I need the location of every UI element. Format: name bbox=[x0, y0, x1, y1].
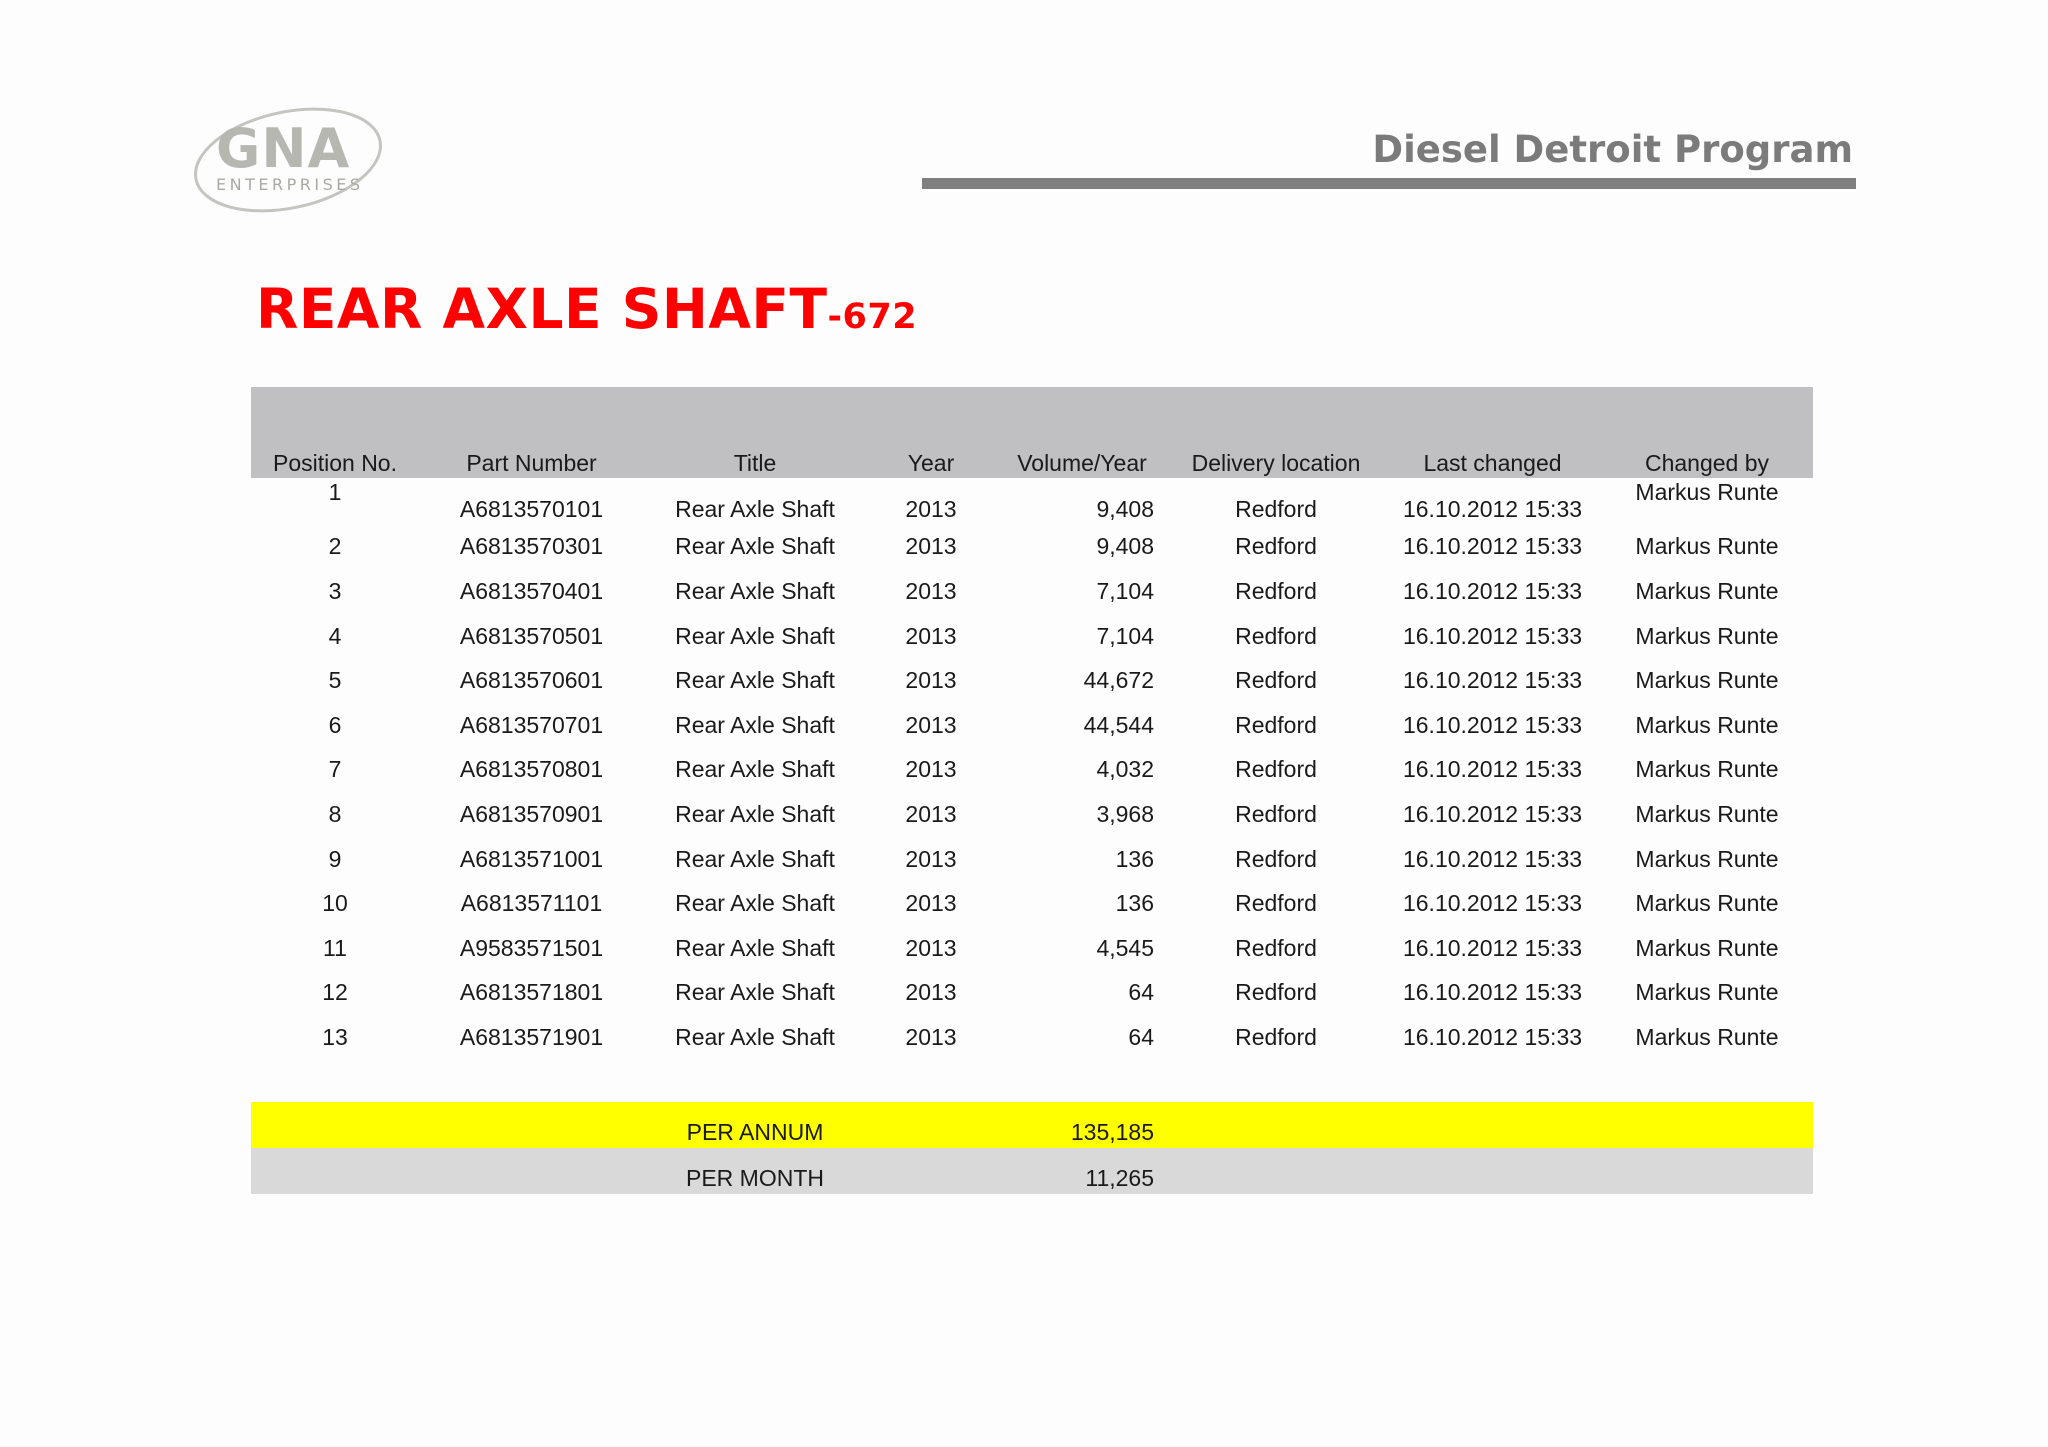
summary-table bbox=[251, 1102, 1813, 1194]
cell-position: 9 bbox=[328, 845, 342, 872]
cell-changed-by: Markus Runte bbox=[1635, 533, 1779, 560]
table-row bbox=[251, 881, 1813, 926]
cell-changed-by: Markus Runte bbox=[1635, 756, 1779, 783]
cell-year: 2013 bbox=[905, 577, 957, 604]
cell-part-number: A6813571801 bbox=[459, 979, 604, 1006]
cell-year: 2013 bbox=[905, 622, 957, 649]
cell-year: 2013 bbox=[905, 845, 957, 872]
header-part-number: Part Number bbox=[419, 387, 644, 478]
cell-last-changed: 16.10.2012 15:33 bbox=[1402, 934, 1583, 961]
per-month-value: 11,265 bbox=[996, 1148, 1168, 1194]
cell-location: Redford bbox=[1235, 711, 1317, 738]
cell-year: 2013 bbox=[905, 533, 957, 560]
cell-title: Rear Axle Shaft bbox=[675, 667, 835, 694]
cell-part-number: A6813570801 bbox=[459, 756, 604, 783]
cell-last-changed: 16.10.2012 15:33 bbox=[1402, 622, 1583, 649]
cell-title: Rear Axle Shaft bbox=[675, 845, 835, 872]
cell-part-number: A6813570701 bbox=[459, 711, 604, 738]
table-row bbox=[251, 1015, 1813, 1060]
cell-location: Redford bbox=[1235, 577, 1317, 604]
table-row bbox=[251, 569, 1813, 614]
cell-year: 2013 bbox=[905, 934, 957, 961]
table-row bbox=[251, 525, 1813, 570]
per-annum-value: 135,185 bbox=[996, 1102, 1168, 1148]
cell-changed-by: Markus Runte bbox=[1635, 979, 1779, 1006]
cell-location: Redford bbox=[1235, 934, 1317, 961]
cell-changed-by: Markus Runte bbox=[1635, 667, 1779, 694]
cell-position: 4 bbox=[328, 622, 342, 649]
cell-year: 2013 bbox=[905, 979, 957, 1006]
cell-title: Rear Axle Shaft bbox=[675, 577, 835, 604]
cell-location: Redford bbox=[1235, 845, 1317, 872]
cell-position: 3 bbox=[328, 577, 342, 604]
cell-location: Redford bbox=[1235, 979, 1317, 1006]
cell-part-number: A6813570901 bbox=[459, 800, 604, 827]
cell-position: 13 bbox=[322, 1023, 348, 1050]
cell-last-changed: 16.10.2012 15:33 bbox=[1402, 756, 1583, 783]
cell-volume: 9,408 bbox=[1096, 495, 1154, 522]
cell-year: 2013 bbox=[905, 1023, 957, 1050]
cell-changed-by: Markus Runte bbox=[1635, 622, 1779, 649]
table-row bbox=[251, 971, 1813, 1016]
cell-volume: 44,544 bbox=[1083, 711, 1154, 738]
header-last-changed: Last changed bbox=[1384, 387, 1601, 478]
cell-last-changed: 16.10.2012 15:33 bbox=[1402, 890, 1583, 917]
cell-volume: 7,104 bbox=[1096, 622, 1154, 649]
program-title: Diesel Detroit Program bbox=[1372, 128, 1853, 171]
cell-part-number: A6813571001 bbox=[459, 845, 604, 872]
cell-last-changed: 16.10.2012 15:33 bbox=[1402, 1023, 1583, 1050]
cell-volume: 7,104 bbox=[1096, 577, 1154, 604]
cell-volume: 44,672 bbox=[1083, 667, 1154, 694]
cell-last-changed: 16.10.2012 15:33 bbox=[1402, 533, 1583, 560]
table-row bbox=[251, 703, 1813, 748]
cell-volume: 4,545 bbox=[1096, 934, 1154, 961]
cell-changed-by: Markus Runte bbox=[1635, 711, 1779, 738]
cell-location: Redford bbox=[1235, 495, 1317, 522]
cell-title: Rear Axle Shaft bbox=[675, 756, 835, 783]
cell-volume: 4,032 bbox=[1096, 756, 1154, 783]
header-title: Title bbox=[644, 387, 866, 478]
cell-location: Redford bbox=[1235, 756, 1317, 783]
parts-table bbox=[251, 387, 1813, 1060]
cell-location: Redford bbox=[1235, 667, 1317, 694]
logo-subtext: ENTERPRISES bbox=[216, 175, 364, 194]
cell-title: Rear Axle Shaft bbox=[675, 890, 835, 917]
page-title-main: REAR AXLE SHAFT bbox=[256, 277, 828, 341]
cell-position: 2 bbox=[328, 533, 342, 560]
cell-title: Rear Axle Shaft bbox=[675, 934, 835, 961]
per-annum-row bbox=[251, 1102, 1813, 1148]
header-year: Year bbox=[866, 387, 996, 478]
header-changed-by: Changed by bbox=[1601, 387, 1813, 478]
table-header-row bbox=[251, 387, 1813, 478]
table-row bbox=[251, 792, 1813, 837]
table-row bbox=[251, 926, 1813, 971]
cell-volume: 64 bbox=[1128, 1023, 1154, 1050]
cell-title: Rear Axle Shaft bbox=[675, 800, 835, 827]
cell-last-changed: 16.10.2012 15:33 bbox=[1402, 800, 1583, 827]
cell-title: Rear Axle Shaft bbox=[675, 622, 835, 649]
cell-volume: 136 bbox=[1115, 890, 1154, 917]
cell-part-number: A6813570401 bbox=[459, 577, 604, 604]
cell-title: Rear Axle Shaft bbox=[675, 979, 835, 1006]
header-volume: Volume/Year bbox=[996, 387, 1168, 478]
cell-location: Redford bbox=[1235, 533, 1317, 560]
cell-position: 5 bbox=[328, 667, 342, 694]
cell-title: Rear Axle Shaft bbox=[675, 533, 835, 560]
table-row bbox=[251, 658, 1813, 703]
cell-volume: 9,408 bbox=[1096, 533, 1154, 560]
cell-year: 2013 bbox=[905, 800, 957, 827]
per-annum-label: PER ANNUM bbox=[644, 1102, 866, 1148]
cell-position: 6 bbox=[328, 711, 342, 738]
cell-changed-by: Markus Runte bbox=[1635, 1023, 1779, 1050]
cell-position: 10 bbox=[322, 890, 348, 917]
cell-volume: 136 bbox=[1115, 845, 1154, 872]
page-title-suffix: -672 bbox=[827, 297, 918, 337]
cell-title: Rear Axle Shaft bbox=[675, 495, 835, 522]
logo-text: GNA bbox=[216, 117, 351, 180]
cell-title: Rear Axle Shaft bbox=[675, 1023, 835, 1050]
cell-position: 8 bbox=[328, 800, 342, 827]
cell-part-number: A6813570601 bbox=[459, 667, 604, 694]
cell-last-changed: 16.10.2012 15:33 bbox=[1402, 845, 1583, 872]
page-title bbox=[256, 277, 917, 341]
cell-year: 2013 bbox=[905, 495, 957, 522]
cell-position: 12 bbox=[322, 979, 348, 1006]
cell-year: 2013 bbox=[905, 711, 957, 738]
cell-location: Redford bbox=[1235, 890, 1317, 917]
per-month-label: PER MONTH bbox=[644, 1148, 866, 1194]
cell-position: 1 bbox=[328, 479, 342, 505]
cell-year: 2013 bbox=[905, 667, 957, 694]
cell-changed-by: Markus Runte bbox=[1635, 845, 1779, 872]
cell-year: 2013 bbox=[905, 756, 957, 783]
cell-title: Rear Axle Shaft bbox=[675, 711, 835, 738]
per-month-row bbox=[251, 1148, 1813, 1194]
cell-last-changed: 16.10.2012 15:33 bbox=[1402, 711, 1583, 738]
cell-volume: 3,968 bbox=[1096, 800, 1154, 827]
cell-volume: 64 bbox=[1128, 979, 1154, 1006]
table-row bbox=[251, 478, 1813, 525]
cell-changed-by: Markus Runte bbox=[1635, 800, 1779, 827]
cell-last-changed: 16.10.2012 15:33 bbox=[1402, 979, 1583, 1006]
cell-location: Redford bbox=[1235, 800, 1317, 827]
cell-year: 2013 bbox=[905, 890, 957, 917]
cell-last-changed: 16.10.2012 15:33 bbox=[1402, 495, 1583, 522]
table-row bbox=[251, 837, 1813, 882]
cell-changed-by: Markus Runte bbox=[1635, 934, 1779, 961]
table-row bbox=[251, 748, 1813, 793]
cell-location: Redford bbox=[1235, 622, 1317, 649]
header-delivery-location: Delivery location bbox=[1168, 387, 1384, 478]
table-row bbox=[251, 614, 1813, 659]
cell-last-changed: 16.10.2012 15:33 bbox=[1402, 577, 1583, 604]
header-divider bbox=[922, 178, 1856, 189]
cell-part-number: A6813571101 bbox=[460, 890, 603, 917]
cell-changed-by: Markus Runte bbox=[1635, 479, 1779, 505]
cell-part-number: A6813570501 bbox=[459, 622, 604, 649]
cell-position: 11 bbox=[323, 934, 347, 961]
gna-logo bbox=[188, 105, 388, 215]
cell-changed-by: Markus Runte bbox=[1635, 577, 1779, 604]
cell-part-number: A6813570101 bbox=[459, 495, 604, 522]
cell-part-number: A9583571501 bbox=[459, 934, 604, 961]
cell-last-changed: 16.10.2012 15:33 bbox=[1402, 667, 1583, 694]
header-position: Position No. bbox=[251, 387, 419, 478]
cell-part-number: A6813571901 bbox=[459, 1023, 604, 1050]
cell-changed-by: Markus Runte bbox=[1635, 890, 1779, 917]
cell-position: 7 bbox=[328, 756, 342, 783]
cell-location: Redford bbox=[1235, 1023, 1317, 1050]
cell-part-number: A6813570301 bbox=[459, 533, 604, 560]
